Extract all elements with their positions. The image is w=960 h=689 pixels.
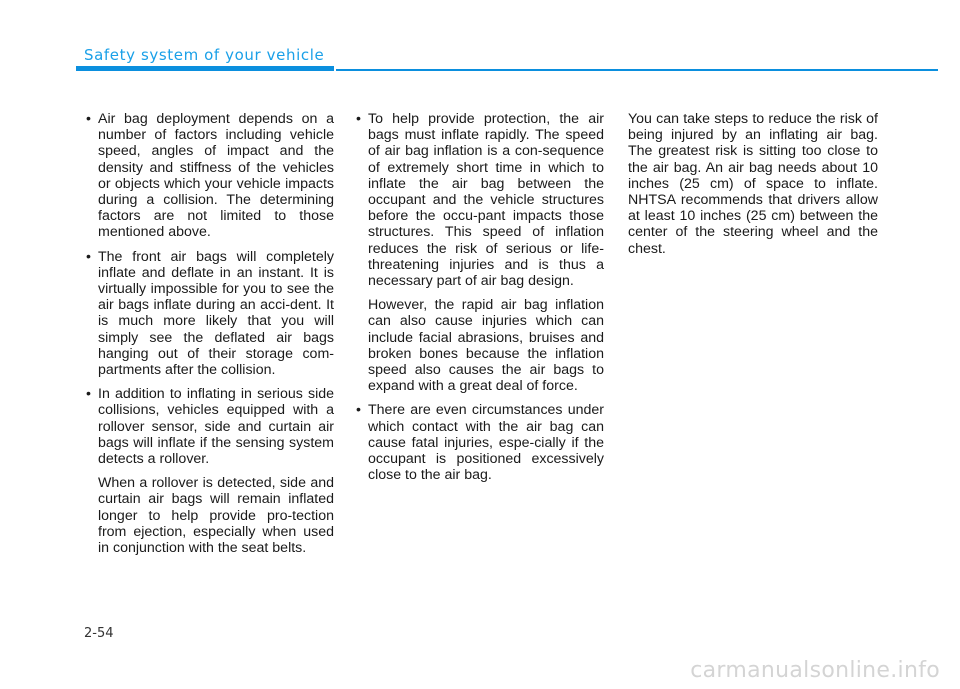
bullet-list-middle [358, 111, 604, 289]
page-number: 2-54 [84, 626, 114, 641]
bullet-continuation: However, the rapid air bag inflation can also cause injuries which can include facial abrasions, bruises and broken bones because the inflation speed also causes the air bags to expand with a great deal of force. [368, 297, 604, 395]
header-accent-bar [76, 66, 334, 71]
bullet-item: • There are even circumstances under which contact with the air bag can cause fatal injuries, espe-cially if the occupant is positioned excessively close to the air bag. [358, 402, 604, 483]
column-middle [358, 111, 604, 491]
column-right [628, 111, 878, 257]
section-title: Safety system of your vehicle [84, 46, 325, 64]
bullet-list-left [88, 111, 334, 467]
bullet-continuation: When a rollover is detected, side and curtain air bags will remain inflated longer to help provide pro-tection from ejection, especially when used in conjunction with the seat belts. [98, 475, 334, 557]
watermark-text: carmanualsonline.info [690, 658, 940, 683]
bullet-item: • The front air bags will completely inflate and deflate in an instant. It is virtually impossible for you to see the air bags inflate during an acci-dent. It is much more likely that you will simply see the deflated air bags hanging out of their storage com-partments after the collision. [88, 249, 334, 379]
body-paragraph: You can take steps to reduce the risk of being injured by an inflating air bag. The greatest risk is sitting too close to the air bag. An air bag needs about 10 inches (25 cm) of space to inflate. NHTSA recommends that drivers allow at least 10 inches (25 cm) between the center of the steering wheel and the chest. [628, 111, 878, 257]
bullet-item: • To help provide protection, the air bags must inflate rapidly. The speed of air bag inflation is a con-sequence of extremely short time in which to inflate the air bag between the occupant and the vehicle structures before the occu-pant impacts those structures. This speed of inflation reduces the risk of serious or life-threatening injuries and is thus a necessary part of air bag design. [358, 111, 604, 289]
bullet-item: • In addition to inflating in serious side collisions, vehicles equipped with a rollover sensor, side and curtain air bags will inflate if the sensing system detects a rollover. [88, 386, 334, 467]
column-left [88, 111, 334, 564]
bullet-list-middle-2 [358, 402, 604, 483]
header-rule [336, 69, 938, 71]
bullet-item: • Air bag deployment depends on a number of factors including vehicle speed, angles of impact and the density and stiffness of the vehicles or objects which your vehicle impacts during a collision. The determining factors are not limited to those mentioned above. [88, 111, 334, 241]
